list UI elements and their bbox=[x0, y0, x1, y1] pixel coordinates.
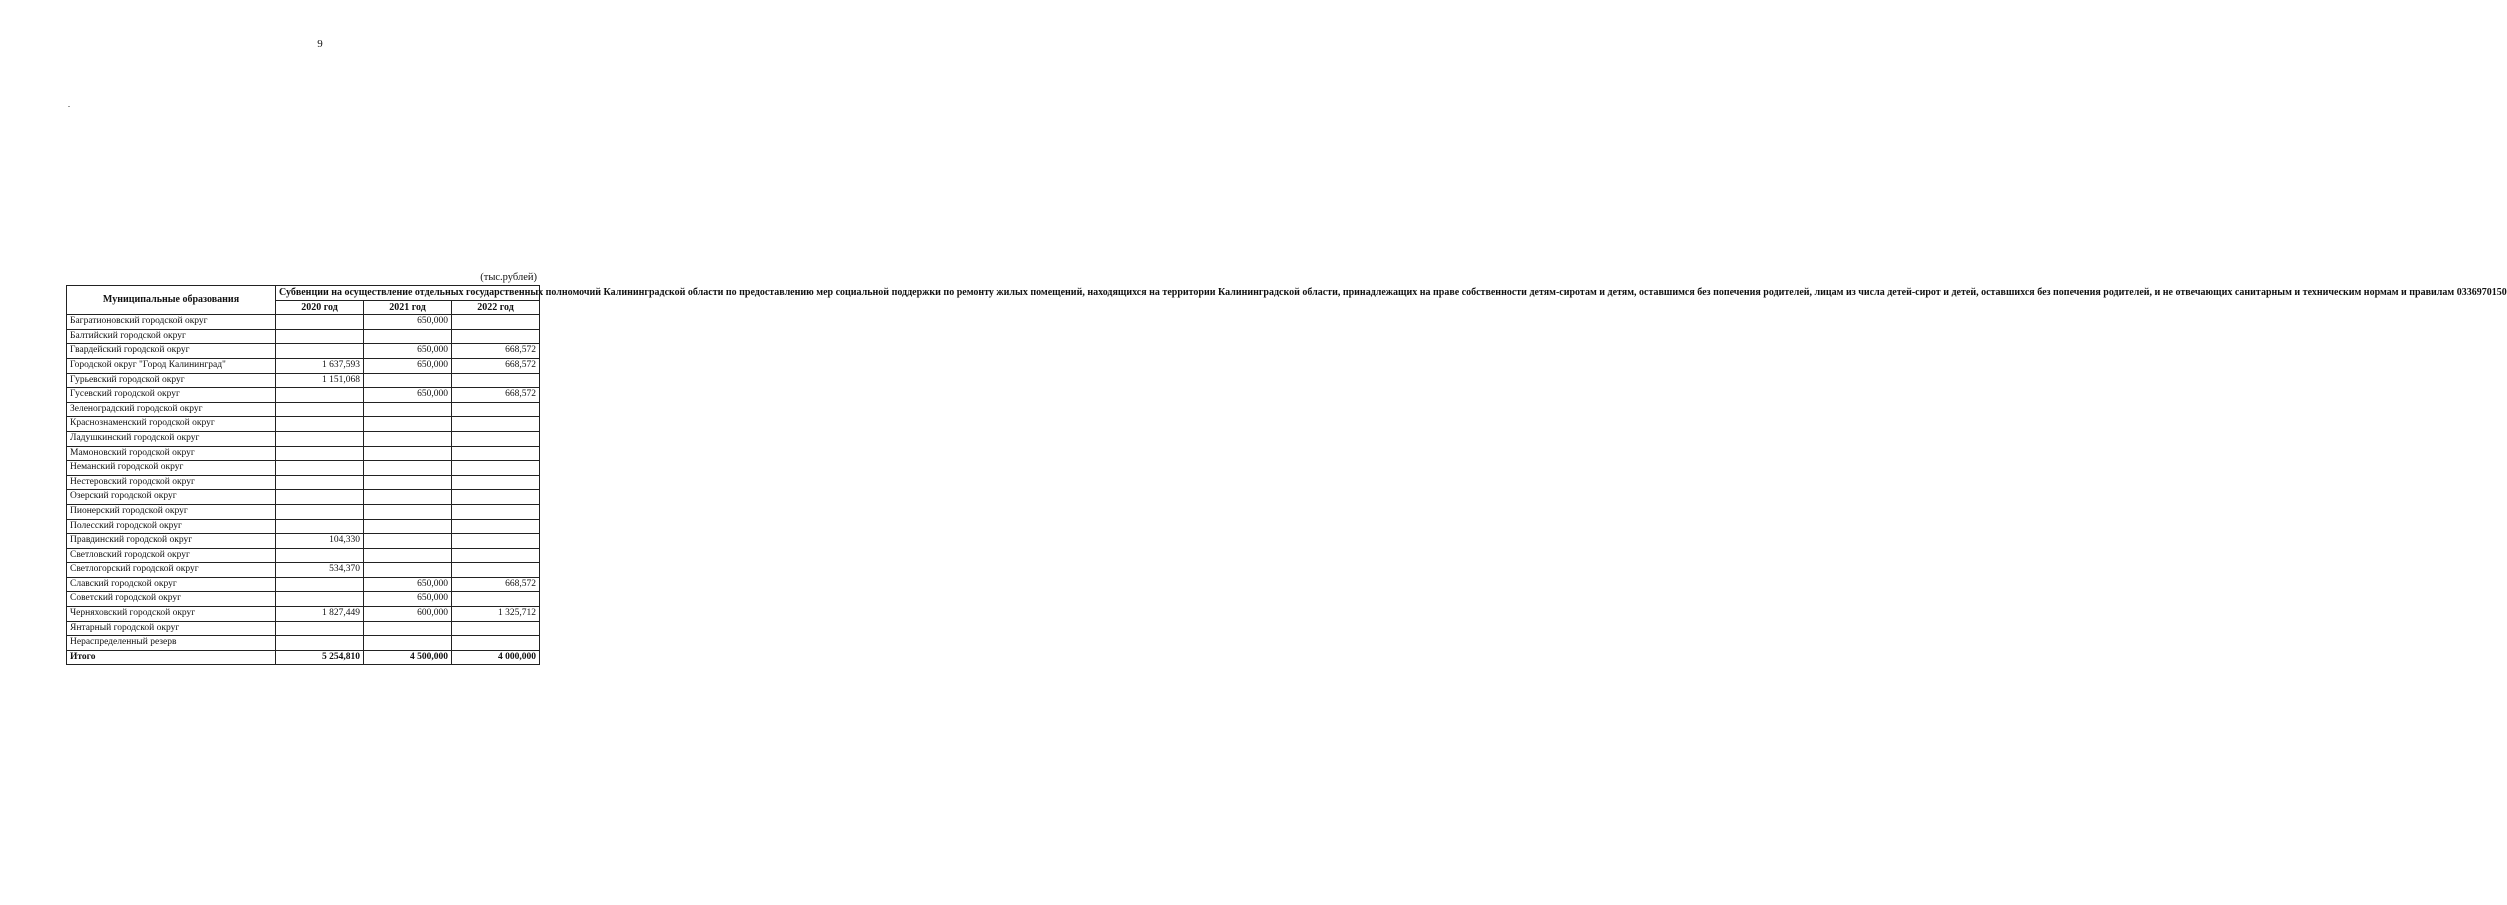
value-2020 bbox=[276, 461, 364, 476]
value-2022 bbox=[452, 519, 540, 534]
value-2021 bbox=[364, 329, 452, 344]
value-2022: 1 325,712 bbox=[452, 607, 540, 622]
value-2022 bbox=[452, 563, 540, 578]
value-2022 bbox=[452, 417, 540, 432]
municipal-column-header: Муниципальные образования bbox=[67, 286, 276, 315]
table-row bbox=[67, 577, 540, 592]
table-row bbox=[67, 607, 540, 622]
value-2022 bbox=[452, 636, 540, 651]
value-2021 bbox=[364, 534, 452, 549]
municipality-name: Неманский городской округ bbox=[67, 461, 276, 476]
page-number: 9 bbox=[317, 38, 323, 50]
year-2021-header: 2021 год bbox=[364, 300, 452, 315]
municipality-name: Светловский городской округ bbox=[67, 548, 276, 563]
table-row bbox=[67, 475, 540, 490]
value-2021 bbox=[364, 636, 452, 651]
value-2021 bbox=[364, 475, 452, 490]
value-2022: 668,572 bbox=[452, 388, 540, 403]
value-2020 bbox=[276, 417, 364, 432]
value-2020 bbox=[276, 402, 364, 417]
value-2022: 668,572 bbox=[452, 577, 540, 592]
value-2022 bbox=[452, 475, 540, 490]
municipality-name: Советский городской округ bbox=[67, 592, 276, 607]
table-row bbox=[67, 344, 540, 359]
value-2020 bbox=[276, 388, 364, 403]
value-2022 bbox=[452, 621, 540, 636]
municipality-name: Багратионовский городской округ bbox=[67, 315, 276, 330]
table-row bbox=[67, 446, 540, 461]
municipality-name: Зеленоградский городской округ bbox=[67, 402, 276, 417]
municipality-name: Балтийский городской округ bbox=[67, 329, 276, 344]
value-2021 bbox=[364, 402, 452, 417]
value-2022 bbox=[452, 446, 540, 461]
value-2020: 1 151,068 bbox=[276, 373, 364, 388]
value-2020: 1 637,593 bbox=[276, 358, 364, 373]
value-2022 bbox=[452, 329, 540, 344]
table-row bbox=[67, 621, 540, 636]
municipality-name: Янтарный городской округ bbox=[67, 621, 276, 636]
value-2022 bbox=[452, 315, 540, 330]
table-row bbox=[67, 534, 540, 549]
year-2020-header: 2020 год bbox=[276, 300, 364, 315]
value-2020 bbox=[276, 431, 364, 446]
value-2021 bbox=[364, 461, 452, 476]
municipality-name: Славский городской округ bbox=[67, 577, 276, 592]
municipality-name: Ладушкинский городской округ bbox=[67, 431, 276, 446]
table-row bbox=[67, 431, 540, 446]
table-row bbox=[67, 329, 540, 344]
value-2020 bbox=[276, 519, 364, 534]
value-2020: 534,370 bbox=[276, 563, 364, 578]
value-2020: 1 827,449 bbox=[276, 607, 364, 622]
municipality-name: Озерский городской округ bbox=[67, 490, 276, 505]
value-2021: 650,000 bbox=[364, 592, 452, 607]
municipality-name: Городской округ "Город Калининград" bbox=[67, 358, 276, 373]
value-2021 bbox=[364, 490, 452, 505]
value-2020 bbox=[276, 475, 364, 490]
total-2020: 5 254,810 bbox=[276, 650, 364, 665]
municipality-name: Пионерский городской округ bbox=[67, 504, 276, 519]
total-2022: 4 000,000 bbox=[452, 650, 540, 665]
scan-mark bbox=[68, 106, 70, 107]
total-2021: 4 500,000 bbox=[364, 650, 452, 665]
table-row bbox=[67, 315, 540, 330]
municipality-name: Нестеровский городской округ bbox=[67, 475, 276, 490]
value-2022 bbox=[452, 592, 540, 607]
value-2020 bbox=[276, 504, 364, 519]
value-2020 bbox=[276, 315, 364, 330]
value-2020 bbox=[276, 577, 364, 592]
table-row bbox=[67, 563, 540, 578]
value-2021 bbox=[364, 504, 452, 519]
table-row bbox=[67, 490, 540, 505]
value-2020 bbox=[276, 344, 364, 359]
value-2021: 650,000 bbox=[364, 577, 452, 592]
value-2022 bbox=[452, 534, 540, 549]
municipality-name: Правдинский городской округ bbox=[67, 534, 276, 549]
table-header-row bbox=[67, 286, 540, 301]
value-2021 bbox=[364, 548, 452, 563]
value-2021: 650,000 bbox=[364, 315, 452, 330]
value-2022 bbox=[452, 402, 540, 417]
table-row bbox=[67, 358, 540, 373]
municipality-name: Гурьевский городской округ bbox=[67, 373, 276, 388]
value-2020 bbox=[276, 621, 364, 636]
value-2020 bbox=[276, 446, 364, 461]
value-2022 bbox=[452, 548, 540, 563]
municipality-name: Полесский городской округ bbox=[67, 519, 276, 534]
table-body bbox=[67, 315, 540, 651]
value-2022 bbox=[452, 431, 540, 446]
value-2020 bbox=[276, 636, 364, 651]
value-2021 bbox=[364, 373, 452, 388]
value-2021 bbox=[364, 446, 452, 461]
table-row bbox=[67, 519, 540, 534]
table-row bbox=[67, 388, 540, 403]
value-2021 bbox=[364, 519, 452, 534]
table-row bbox=[67, 402, 540, 417]
table-row bbox=[67, 592, 540, 607]
value-2022: 668,572 bbox=[452, 344, 540, 359]
value-2020 bbox=[276, 592, 364, 607]
municipality-name: Краснознаменский городской округ bbox=[67, 417, 276, 432]
value-2021: 650,000 bbox=[364, 344, 452, 359]
value-2021 bbox=[364, 621, 452, 636]
value-2021 bbox=[364, 431, 452, 446]
value-2021 bbox=[364, 417, 452, 432]
municipality-name: Гвардейский городской округ bbox=[67, 344, 276, 359]
value-2021 bbox=[364, 563, 452, 578]
total-label: Итого bbox=[67, 650, 276, 665]
table-row bbox=[67, 636, 540, 651]
subvention-column-header: Субвенции на осуществление отдельных государственных полномочий Калининградской области по предоставлению мер социальной поддержки по ремонту жилых помещений, находящихся на территории Калининградской области, принадлежащих на праве собственности детям-сиротам и детям, оставшимся без попечения родителей, лицам из числа детей-сирот и детей, оставшихся без попечения родителей, и не отвечающих санитарным и техническим нормам и правилам 0336970150 bbox=[276, 286, 540, 301]
subvention-table bbox=[66, 285, 2507, 665]
value-2022 bbox=[452, 373, 540, 388]
value-2020 bbox=[276, 329, 364, 344]
table-row bbox=[67, 373, 540, 388]
units-label: (тыс.рублей) bbox=[480, 272, 537, 283]
value-2020 bbox=[276, 490, 364, 505]
value-2020: 104,330 bbox=[276, 534, 364, 549]
total-row bbox=[67, 650, 540, 665]
value-2021: 650,000 bbox=[364, 358, 452, 373]
table-row bbox=[67, 461, 540, 476]
value-2021: 650,000 bbox=[364, 388, 452, 403]
municipality-name: Нераспределенный резерв bbox=[67, 636, 276, 651]
year-2022-header: 2022 год bbox=[452, 300, 540, 315]
value-2022 bbox=[452, 490, 540, 505]
value-2022: 668,572 bbox=[452, 358, 540, 373]
table-row bbox=[67, 504, 540, 519]
value-2022 bbox=[452, 504, 540, 519]
value-2022 bbox=[452, 461, 540, 476]
table-row bbox=[67, 417, 540, 432]
value-2020 bbox=[276, 548, 364, 563]
municipality-name: Гусевский городской округ bbox=[67, 388, 276, 403]
municipality-name: Светлогорский городской округ bbox=[67, 563, 276, 578]
value-2021: 600,000 bbox=[364, 607, 452, 622]
municipality-name: Черняховский городской округ bbox=[67, 607, 276, 622]
table-row bbox=[67, 548, 540, 563]
municipality-name: Мамоновский городской округ bbox=[67, 446, 276, 461]
